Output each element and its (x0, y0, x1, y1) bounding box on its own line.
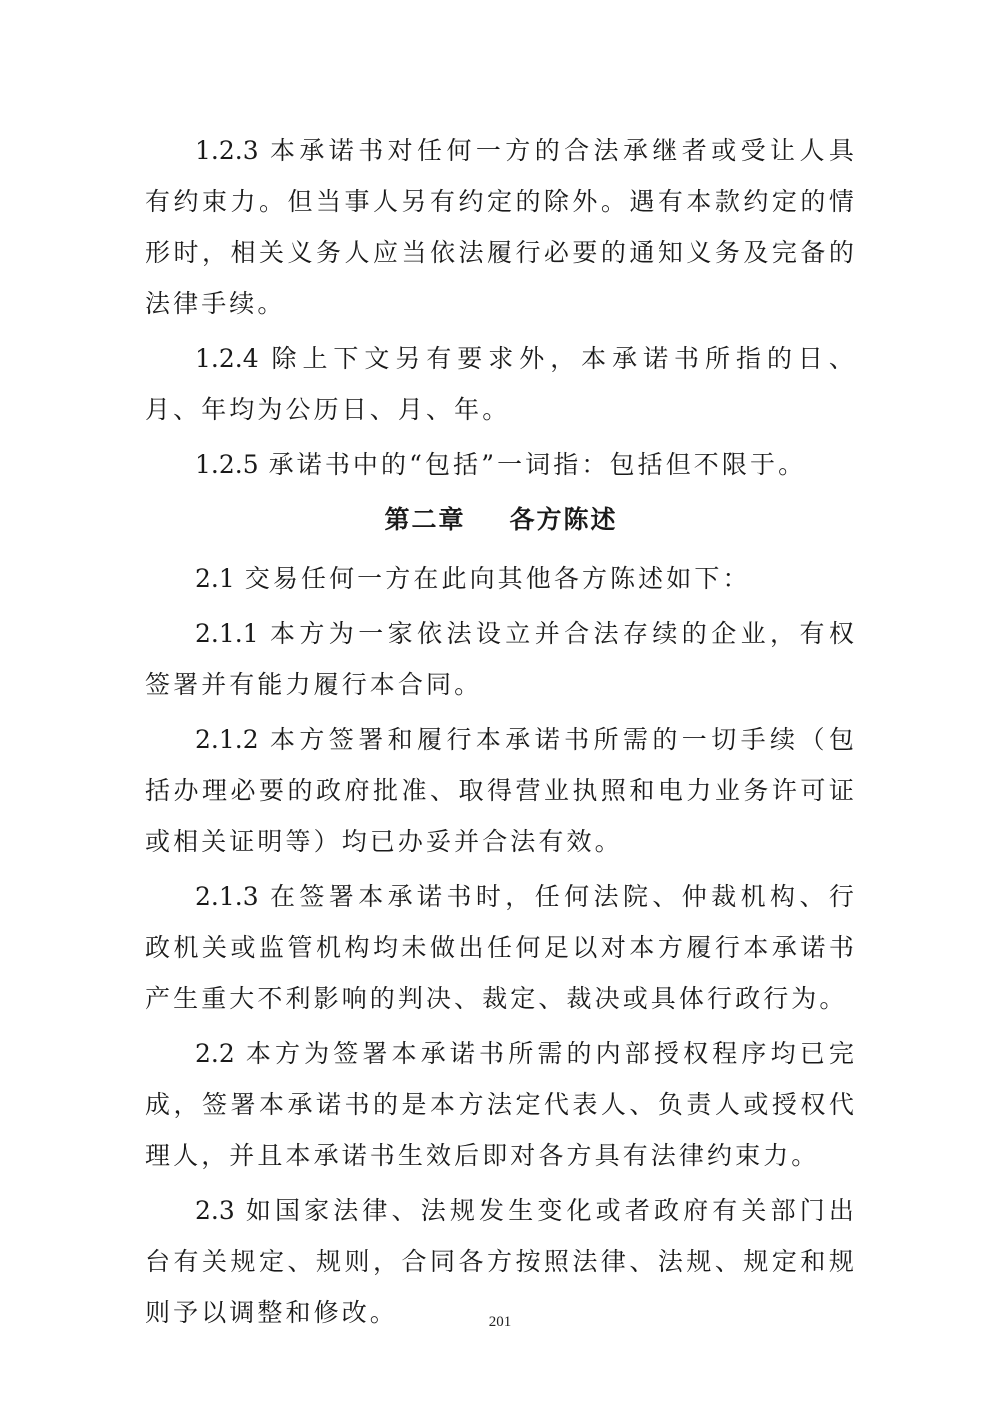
clause-text: 本方为签署本承诺书所需的内部授权程序均已完成，签署本承诺书的是本方法定代表人、负责人或授权代理人，并且本承诺书生效后即对各方具有法律约束力。 (145, 1039, 857, 1170)
clause-number: 2.1.2 (195, 725, 259, 754)
document-body (145, 125, 857, 1342)
clause-2-1-2 (145, 714, 857, 867)
chapter-heading (145, 494, 857, 545)
clause-text: 在签署本承诺书时，任何法院、仲裁机构、行政机关或监管机构均未做出任何足以对本方履行本承诺书产生重大不利影响的判决、裁定、裁决或具体行政行为。 (145, 882, 857, 1013)
clause-number: 2.1.1 (195, 619, 259, 648)
clause-number: 1.2.4 (195, 344, 259, 373)
clause-text: 除上下文另有要求外，本承诺书所指的日、月、年均为公历日、月、年。 (145, 344, 857, 424)
clause-text: 本承诺书对任何一方的合法承继者或受让人具有约束力。但当事人另有约定的除外。遇有本款约定的情形时，相关义务人应当依法履行必要的通知义务及完备的法律手续。 (145, 136, 857, 318)
clause-number: 2.1 (195, 564, 235, 593)
clause-1-2-4 (145, 333, 857, 435)
clause-2-1 (145, 553, 857, 604)
clause-2-2 (145, 1028, 857, 1181)
clause-text: 本方为一家依法设立并合法存续的企业，有权签署并有能力履行本合同。 (145, 619, 857, 699)
clause-2-1-1 (145, 608, 857, 710)
clause-number: 2.2 (195, 1039, 235, 1068)
chapter-number: 第二章 (384, 505, 466, 534)
clause-1-2-3 (145, 125, 857, 329)
clause-text: 本方签署和履行本承诺书所需的一切手续（包括办理必要的政府批准、取得营业执照和电力业务许可证或相关证明等）均已办妥并合法有效。 (145, 725, 857, 856)
clause-number: 1.2.3 (195, 136, 259, 165)
clause-2-1-3 (145, 871, 857, 1024)
clause-text: 承诺书中的“包括”一词指：包括但不限于。 (268, 450, 807, 479)
chapter-title: 各方陈述 (509, 505, 618, 534)
clause-number: 1.2.5 (195, 450, 259, 479)
clause-number: 2.3 (195, 1196, 235, 1225)
clause-number: 2.1.3 (195, 882, 259, 911)
clause-1-2-5 (145, 439, 857, 490)
clause-text: 如国家法律、法规发生变化或者政府有关部门出台有关规定、规则，合同各方按照法律、法规、规定和规则予以调整和修改。 (145, 1196, 857, 1327)
page-number: 201 (488, 1314, 512, 1330)
clause-text: 交易任何一方在此向其他各方陈述如下： (244, 564, 751, 593)
